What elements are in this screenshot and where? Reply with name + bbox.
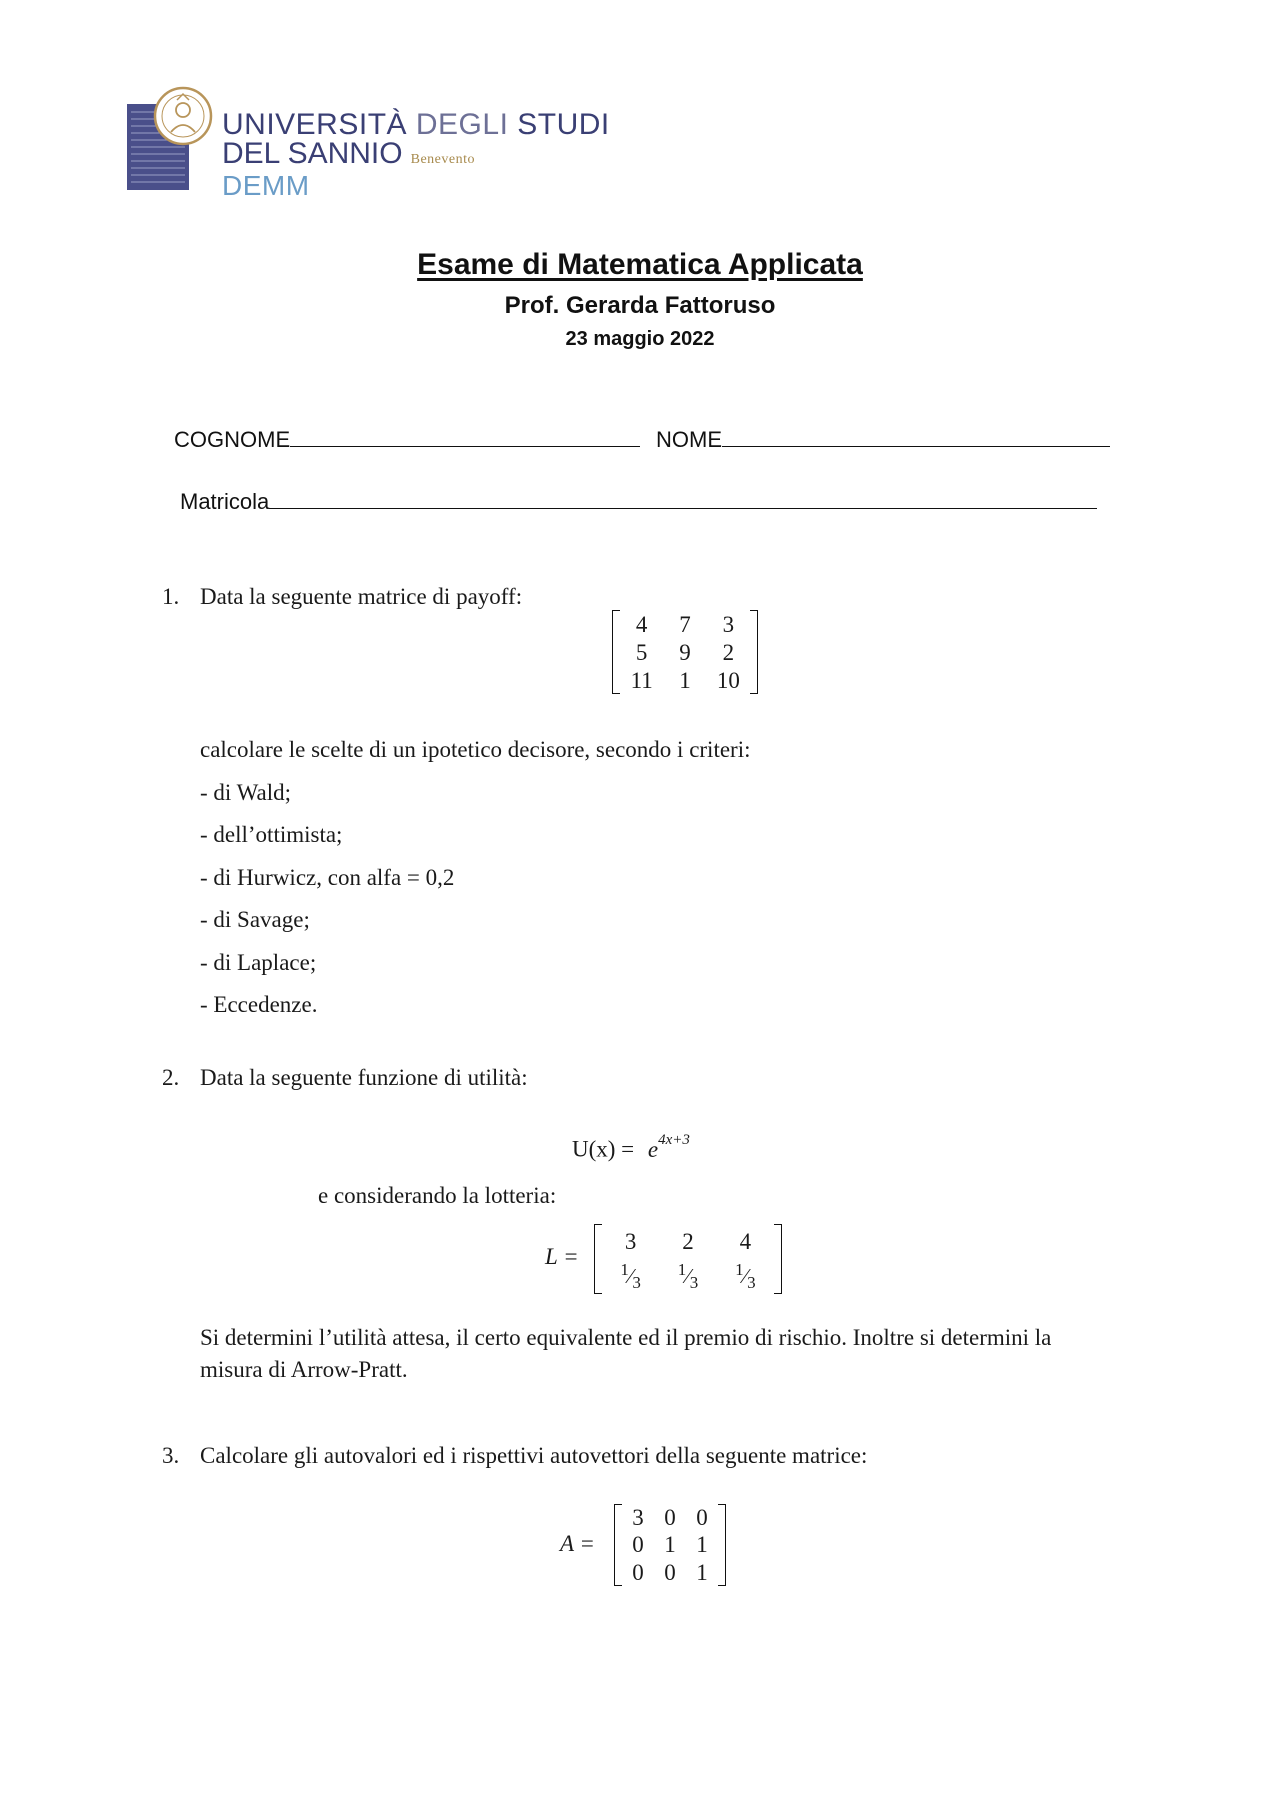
question-1	[162, 584, 522, 610]
matrix-cell: 5	[635, 639, 648, 665]
matrix-a-label: A =	[560, 1531, 595, 1556]
matrix-cell: 3	[722, 611, 735, 637]
matrix-cell: 1	[679, 667, 691, 693]
matrix-bracket-right	[774, 1224, 782, 1294]
question-3-number: 3.	[162, 1443, 180, 1468]
matrix-bracket-left	[614, 1504, 622, 1586]
student-id-field[interactable]	[180, 488, 1097, 515]
matrix-cell: 11	[630, 667, 653, 693]
university-name-line1: UNIVERSITÀ DEGLI STUDI	[222, 108, 610, 141]
matrix-cell: 4	[635, 611, 648, 637]
exam-title: Esame di Matematica Applicata	[417, 248, 863, 281]
department-name: DEMM	[222, 170, 310, 201]
student-id-blank[interactable]	[269, 488, 1097, 509]
matrix-bracket-left	[612, 610, 620, 694]
name-blank[interactable]	[722, 426, 1110, 447]
matrix-cell: 1	[664, 1532, 676, 1558]
eigen-matrix	[614, 1504, 726, 1586]
question-2-closing-line1: Si determini l’utilità attesa, il certo equivalente ed il premio di rischio. Inoltre si determini la	[200, 1325, 1052, 1350]
utility-function-base: e	[647, 1136, 659, 1162]
matrix-bracket-right	[718, 1504, 726, 1586]
student-id-label: Matricola	[180, 489, 270, 514]
name-label: NOME	[656, 427, 722, 452]
lottery-outcome: 3	[624, 1229, 637, 1254]
utility-function	[572, 1132, 690, 1163]
matrix-cell: 9	[679, 639, 691, 665]
matrix-cell: 0	[664, 1559, 676, 1585]
payoff-matrix	[612, 610, 758, 694]
name-field[interactable]	[656, 426, 1110, 453]
utility-function-exponent: 4x+3	[658, 1132, 690, 1148]
question-3-text: Calcolare gli autovalori ed i rispettivi autovettori della seguente matrice:	[200, 1443, 868, 1468]
question-1-followup: calcolare le scelte di un ipotetico decisore, secondo i criteri:	[200, 737, 751, 762]
matrix-cell: 7	[679, 611, 691, 637]
matrix-cell: 0	[632, 1559, 644, 1585]
matrix-cell: 0	[664, 1505, 676, 1531]
matrix-cell: 0	[696, 1505, 708, 1531]
lottery-probability: $^1⁄_3$	[620, 1260, 641, 1293]
matrix-cell: 1	[696, 1559, 708, 1585]
lottery-probability: $^1⁄_3$	[677, 1260, 699, 1293]
question-1-number: 1.	[162, 584, 180, 609]
question-2-text: Data la seguente funzione di utilità:	[200, 1065, 528, 1090]
matrix-cell: 1	[696, 1532, 708, 1558]
professor-name: Prof. Gerarda Fattoruso	[504, 292, 776, 319]
university-name-line2: DEL SANNIO Benevento	[222, 137, 475, 170]
criterion-item: - di Laplace;	[200, 950, 317, 975]
lottery-outcome: 2	[682, 1229, 694, 1254]
criterion-item: - di Hurwicz, con alfa = 0,2	[200, 865, 455, 890]
question-3	[162, 1443, 867, 1469]
lottery-intro: e considerando la lotteria:	[318, 1183, 557, 1208]
question-2-closing-line2: misura di Arrow-Pratt.	[200, 1357, 408, 1382]
matrix-bracket-right	[750, 610, 758, 694]
question-2-number: 2.	[162, 1065, 180, 1090]
criterion-item: - Eccedenze.	[200, 992, 318, 1017]
matrix-cell: 0	[632, 1532, 644, 1558]
criterion-item: - di Wald;	[200, 780, 291, 805]
lottery-probability: $^1⁄_3$	[735, 1260, 756, 1293]
lottery-outcome: 4	[739, 1229, 752, 1254]
matrix-cell: 10	[716, 667, 740, 693]
lottery-label: L =	[545, 1244, 579, 1269]
matrix-cell: 3	[632, 1505, 644, 1531]
question-1-text: Data la seguente matrice di payoff:	[200, 584, 523, 609]
surname-label: COGNOME	[174, 427, 291, 452]
matrix-bracket-left	[594, 1224, 602, 1294]
utility-function-lhs: U(x) =	[572, 1136, 635, 1162]
matrix-cell: 2	[722, 639, 735, 665]
question-2	[162, 1065, 528, 1091]
criterion-item: - di Savage;	[200, 907, 310, 932]
university-city: Benevento	[410, 152, 475, 167]
exam-date: 23 maggio 2022	[565, 328, 715, 350]
university-logo-emblem	[127, 86, 215, 190]
lottery-matrix	[594, 1224, 782, 1294]
criterion-item: - dell’ottimista;	[200, 822, 343, 847]
surname-blank[interactable]	[290, 426, 640, 447]
surname-field[interactable]	[174, 426, 640, 453]
